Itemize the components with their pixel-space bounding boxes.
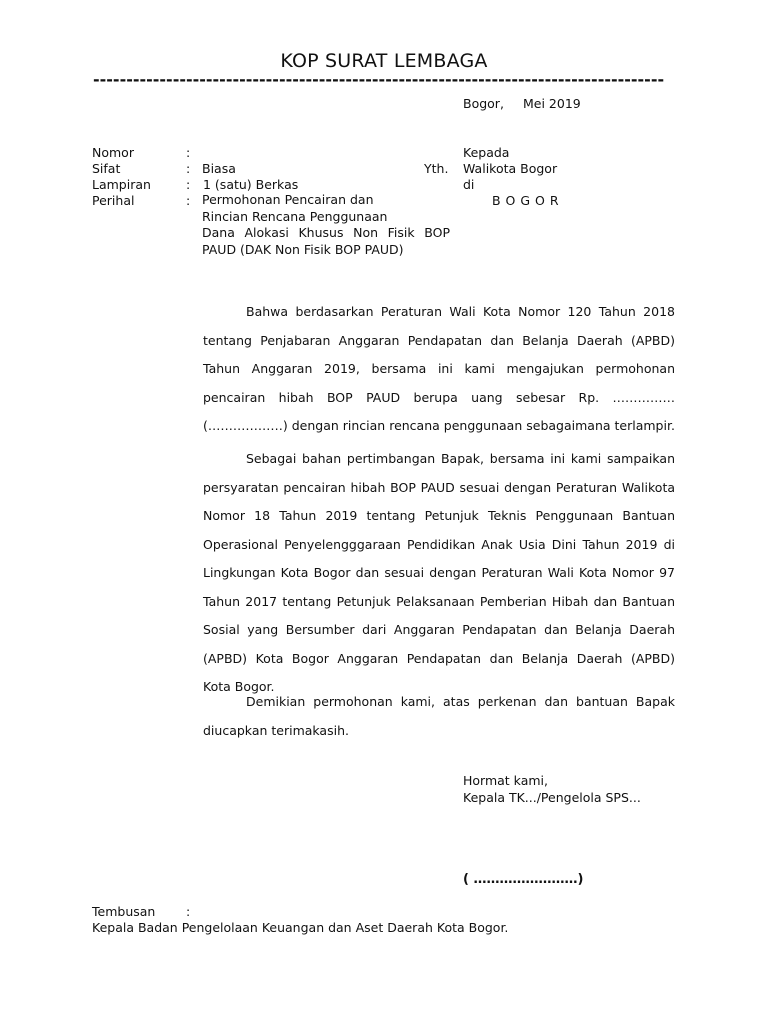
paragraph-line: tentang Penjabaran Anggaran Pendapatan dan Belanja Daerah (APBD) <box>203 332 675 348</box>
paragraph-line: Kota Bogor. <box>203 679 275 694</box>
perihal-line: Dana Alokasi Khusus Non Fisik BOP <box>202 225 450 240</box>
letterhead-title: KOP SURAT LEMBAGA <box>280 50 488 72</box>
body-paragraph-1 <box>203 298 675 441</box>
body-paragraph-3 <box>203 688 675 745</box>
perihal-label: Perihal <box>92 193 135 208</box>
paragraph-line: Nomor 18 Tahun 2019 tentang Petunjuk Teknis Penggunaan Bantuan <box>203 508 675 523</box>
perihal-line: Rincian Rencana Penggunaan <box>202 208 388 224</box>
letterhead-divider: -------------------------------------------------------------------------------------- <box>93 70 665 89</box>
paragraph-line: Bahwa berdasarkan Peraturan Wali Kota Nomor 120 Tahun 2018 <box>246 304 675 319</box>
signature-placeholder: ( ……………………) <box>463 872 584 887</box>
nomor-colon: : <box>186 145 191 160</box>
body-paragraph-2 <box>203 445 675 702</box>
perihal-line: PAUD (DAK Non Fisik BOP PAUD) <box>202 241 404 257</box>
nomor-label: Nomor <box>92 145 134 160</box>
closing-position: Kepala TK.../Pengelola SPS... <box>463 790 641 805</box>
paragraph-line: persyaratan pencairan hibah BOP PAUD sesuai dengan Peraturan Walikota <box>203 479 675 495</box>
recipient-di: di <box>463 177 475 192</box>
lampiran-colon: : <box>186 177 191 192</box>
recipient-name: Walikota Bogor <box>463 161 558 176</box>
paragraph-line: diucapkan terimakasih. <box>203 722 349 738</box>
cc-label: Tembusan <box>92 904 156 919</box>
closing-greeting: Hormat kami, <box>463 773 548 788</box>
sifat-colon: : <box>186 161 191 176</box>
paragraph-line: Operasional Penyelengggaraan Pendidikan Anak Usia Dini Tahun 2019 di <box>203 536 675 552</box>
cc-colon: : <box>186 904 191 919</box>
recipient-yth: Yth. <box>424 161 449 176</box>
paragraph-line: Tahun Anggaran 2019, bersama ini kami mengajukan permohonan <box>203 361 675 376</box>
perihal-colon: : <box>186 193 191 208</box>
lampiran-value: 1 (satu) Berkas <box>203 177 299 192</box>
perihal-line: Permohonan Pencairan dan <box>202 192 374 207</box>
recipient-kepada: Kepada <box>463 145 510 160</box>
paragraph-line: Demikian permohonan kami, atas perkenan dan bantuan Bapak <box>246 694 675 709</box>
paragraph-line: Tahun 2017 tentang Petunjuk Pelaksanaan Pemberian Hibah dan Bantuan <box>203 593 675 609</box>
paragraph-line: Sebagai bahan pertimbangan Bapak, bersama ini kami sampaikan <box>246 451 675 466</box>
cc-line: Kepala Badan Pengelolaan Keuangan dan Aset Daerah Kota Bogor. <box>92 920 509 935</box>
recipient-city: B O G O R <box>492 193 560 208</box>
paragraph-line: pencairan hibah BOP PAUD berupa uang sebesar Rp. …………… <box>203 389 675 405</box>
lampiran-label: Lampiran <box>92 177 151 192</box>
paragraph-line: Sosial yang Bersumber dari Anggaran Pendapatan dan Belanja Daerah <box>203 622 675 637</box>
paragraph-line: (APBD) Kota Bogor Anggaran Pendapatan dan Belanja Daerah (APBD) <box>203 650 675 666</box>
sifat-label: Sifat <box>92 161 121 176</box>
paragraph-line: (………………) dengan rincian rencana penggunaan sebagaimana terlampir. <box>203 418 675 433</box>
letter-place: Bogor, <box>463 96 504 111</box>
letter-date: Mei 2019 <box>523 96 581 111</box>
paragraph-line: Lingkungan Kota Bogor dan sesuai dengan Peraturan Wali Kota Nomor 97 <box>203 565 675 580</box>
perihal-value <box>202 192 450 258</box>
sifat-value: Biasa <box>202 161 236 176</box>
